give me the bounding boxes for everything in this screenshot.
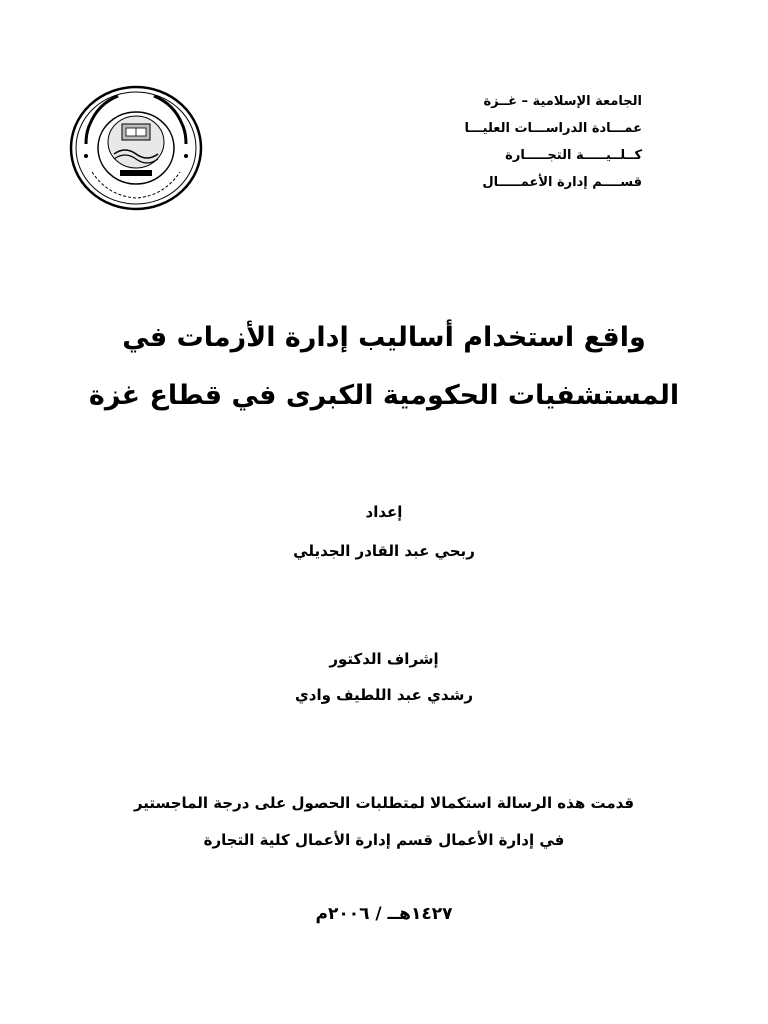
submission-statement-line-2: في إدارة الأعمال قسم إدارة الأعمال كلية التجارة [203, 831, 565, 849]
author-name: ربحي عبد القادر الجديلي [293, 542, 475, 560]
supervisor-name: رشدي عبد اللطيف وادي [295, 686, 473, 704]
submission-statement-line-1: قدمت هذه الرسالة استكمالا لمتطلبات الحصول على درجة الماجستير [133, 794, 635, 812]
thesis-title-line-2: المستشفيات الحكومية الكبرى في قطاع غزة [88, 380, 680, 411]
submission-date: ١٤٢٧هــ / ٢٠٠٦م [315, 904, 453, 924]
author-label: إعداد [365, 503, 403, 521]
department-name: قســــم إدارة الأعمـــــال [482, 175, 642, 190]
deanship-name: عمـــادة الدراســـات العليـــا [464, 121, 642, 136]
university-seal-icon [68, 84, 204, 212]
university-name: الجامعة الإسلامية – غــزة [483, 94, 642, 109]
supervisor-label: إشراف الدكتور [329, 650, 439, 668]
thesis-title-line-1: واقع استخدام أساليب إدارة الأزمات في [122, 322, 646, 353]
faculty-name: كــلــيـــــة التجـــــارة [505, 148, 642, 163]
